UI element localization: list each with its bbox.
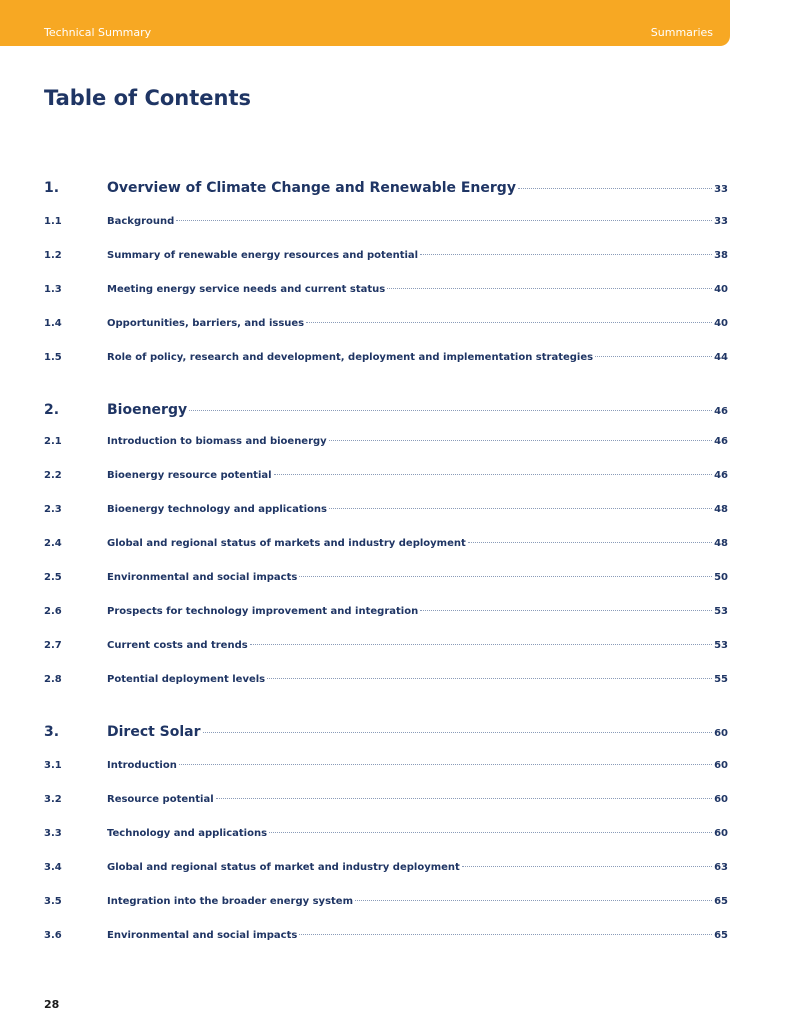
- toc-entry-number: 1.: [44, 180, 60, 196]
- toc-entry-number: 2.1: [44, 436, 62, 447]
- toc-entry-title[interactable]: Introduction to biomass and bioenergy: [107, 436, 327, 447]
- toc-entry-page: 40: [714, 284, 728, 295]
- toc-entry-number: 3.2: [44, 794, 62, 805]
- toc-dot-leader: [462, 865, 712, 867]
- toc-entry-page: 53: [714, 640, 728, 651]
- toc-section-entry[interactable]: [44, 318, 728, 329]
- toc-entry-page: 46: [714, 436, 728, 447]
- toc-dot-leader: [179, 763, 712, 765]
- toc-dot-leader: [299, 575, 712, 577]
- toc-entry-title[interactable]: Integration into the broader energy system: [107, 896, 354, 907]
- toc-entry-number: 1.1: [44, 216, 62, 227]
- toc-entry-title[interactable]: Summary of renewable energy resources and potential: [107, 250, 419, 261]
- toc-dot-leader: [216, 797, 712, 799]
- toc-section-entry[interactable]: [44, 436, 728, 447]
- toc-entry-title[interactable]: Opportunities, barriers, and issues: [107, 318, 305, 329]
- toc-entry-page: 63: [714, 862, 728, 873]
- toc-entry-title[interactable]: Introduction: [107, 760, 177, 771]
- toc-entry-title[interactable]: Global and regional status of market and industry deployment: [107, 862, 460, 873]
- toc-chapter-entry[interactable]: [44, 402, 728, 418]
- page-number: 28: [44, 998, 60, 1011]
- toc-section-entry[interactable]: [44, 760, 728, 771]
- toc-dot-leader: [468, 541, 712, 543]
- toc-entry-title[interactable]: Direct Solar: [107, 724, 201, 740]
- toc-entry-page: 46: [714, 470, 728, 481]
- toc-dot-leader: [267, 677, 712, 679]
- toc-entry-page: 50: [714, 572, 728, 583]
- toc-section-entry[interactable]: [44, 930, 728, 941]
- toc-entry-number: 2.6: [44, 606, 62, 617]
- toc-entry-number: 2.5: [44, 572, 62, 583]
- toc-entry-title[interactable]: Bioenergy resource potential: [107, 470, 272, 481]
- toc-dot-leader: [355, 899, 712, 901]
- toc-section-entry[interactable]: [44, 794, 728, 805]
- toc-entry-title[interactable]: Overview of Climate Change and Renewable Energy: [107, 180, 516, 196]
- toc-entry-title[interactable]: Current costs and trends: [107, 640, 248, 651]
- toc-entry-page: 60: [714, 828, 728, 839]
- toc-dot-leader: [274, 473, 713, 475]
- toc-entry-page: 55: [714, 674, 728, 685]
- toc-dot-leader: [420, 253, 712, 255]
- toc-section-entry[interactable]: [44, 538, 728, 549]
- toc-entry-number: 1.5: [44, 352, 62, 363]
- toc-entry-number: 2.2: [44, 470, 62, 481]
- toc-entry-number: 3.1: [44, 760, 62, 771]
- header-bar: [0, 0, 730, 46]
- toc-entry-title[interactable]: Potential deployment levels: [107, 674, 266, 685]
- toc-entry-number: 3.3: [44, 828, 62, 839]
- toc-entry-number: 2.4: [44, 538, 62, 549]
- toc-section-entry[interactable]: [44, 896, 728, 907]
- toc-section-entry[interactable]: [44, 828, 728, 839]
- toc-entry-title[interactable]: Resource potential: [107, 794, 214, 805]
- toc-entry-title[interactable]: Global and regional status of markets and industry deployment: [107, 538, 466, 549]
- page-title: Table of Contents: [44, 86, 252, 110]
- toc-section-entry[interactable]: [44, 470, 728, 481]
- toc-entry-number: 3.6: [44, 930, 62, 941]
- toc-entry-page: 65: [714, 930, 728, 941]
- toc-entry-page: 53: [714, 606, 728, 617]
- toc-entry-title[interactable]: Bioenergy: [107, 402, 188, 418]
- toc-dot-leader: [387, 287, 712, 289]
- toc-section-entry[interactable]: [44, 284, 728, 295]
- toc-entry-title[interactable]: Background: [107, 216, 175, 227]
- toc-section-entry[interactable]: [44, 572, 728, 583]
- toc-entry-number: 1.2: [44, 250, 62, 261]
- toc-dot-leader: [329, 507, 712, 509]
- toc-entry-number: 1.3: [44, 284, 62, 295]
- toc-entry-page: 38: [714, 250, 728, 261]
- toc-entry-number: 3.5: [44, 896, 62, 907]
- header-section-title: Technical Summary: [44, 26, 152, 39]
- toc-entry-title[interactable]: Environmental and social impacts: [107, 572, 298, 583]
- toc-entry-page: 33: [714, 216, 728, 227]
- toc-section-entry[interactable]: [44, 250, 728, 261]
- toc-section-entry[interactable]: [44, 216, 728, 227]
- toc-entry-title[interactable]: Technology and applications: [107, 828, 268, 839]
- toc-section-entry[interactable]: [44, 640, 728, 651]
- header-category: Summaries: [650, 26, 713, 39]
- toc-entry-title[interactable]: Role of policy, research and development, deployment and implementation strategies: [107, 352, 594, 363]
- toc-dot-leader: [306, 321, 712, 323]
- toc-dot-leader: [299, 933, 712, 935]
- toc-chapter-entry[interactable]: [44, 180, 728, 196]
- toc-entry-title[interactable]: Meeting energy service needs and current status: [107, 284, 386, 295]
- toc-dot-leader: [595, 355, 712, 357]
- toc-entry-number: 2.: [44, 402, 60, 418]
- toc-entry-number: 2.7: [44, 640, 62, 651]
- toc-section-entry[interactable]: [44, 352, 728, 363]
- toc-section-entry[interactable]: [44, 674, 728, 685]
- toc-dot-leader: [176, 219, 712, 221]
- toc-entry-page: 48: [714, 538, 728, 549]
- toc-dot-leader: [250, 643, 712, 645]
- toc-dot-leader: [329, 439, 712, 441]
- toc-entry-number: 2.3: [44, 504, 62, 515]
- toc-dot-leader: [203, 731, 713, 733]
- toc-dot-leader: [518, 187, 712, 189]
- toc-entry-number: 2.8: [44, 674, 62, 685]
- toc-entry-page: 40: [714, 318, 728, 329]
- toc-entry-page: 46: [714, 406, 728, 417]
- toc-entry-title[interactable]: Environmental and social impacts: [107, 930, 298, 941]
- toc-section-entry[interactable]: [44, 862, 728, 873]
- toc-entry-page: 60: [714, 794, 728, 805]
- toc-entry-number: 1.4: [44, 318, 62, 329]
- toc-entry-number: 3.4: [44, 862, 62, 873]
- toc-entry-page: 60: [714, 760, 728, 771]
- toc-dot-leader: [189, 409, 712, 411]
- toc-entry-page: 44: [714, 352, 728, 363]
- toc-dot-leader: [269, 831, 712, 833]
- toc-dot-leader: [420, 609, 712, 611]
- toc-chapter-entry[interactable]: [44, 724, 728, 740]
- toc-section-entry[interactable]: [44, 504, 728, 515]
- toc-section-entry[interactable]: [44, 606, 728, 617]
- toc-entry-title[interactable]: Bioenergy technology and applications: [107, 504, 327, 515]
- toc-entry-page: 33: [714, 184, 728, 195]
- toc-entry-page: 60: [714, 728, 728, 739]
- toc-entry-number: 3.: [44, 724, 60, 740]
- toc-entry-page: 48: [714, 504, 728, 515]
- toc-entry-title[interactable]: Prospects for technology improvement and integration: [107, 606, 419, 617]
- toc-entry-page: 65: [714, 896, 728, 907]
